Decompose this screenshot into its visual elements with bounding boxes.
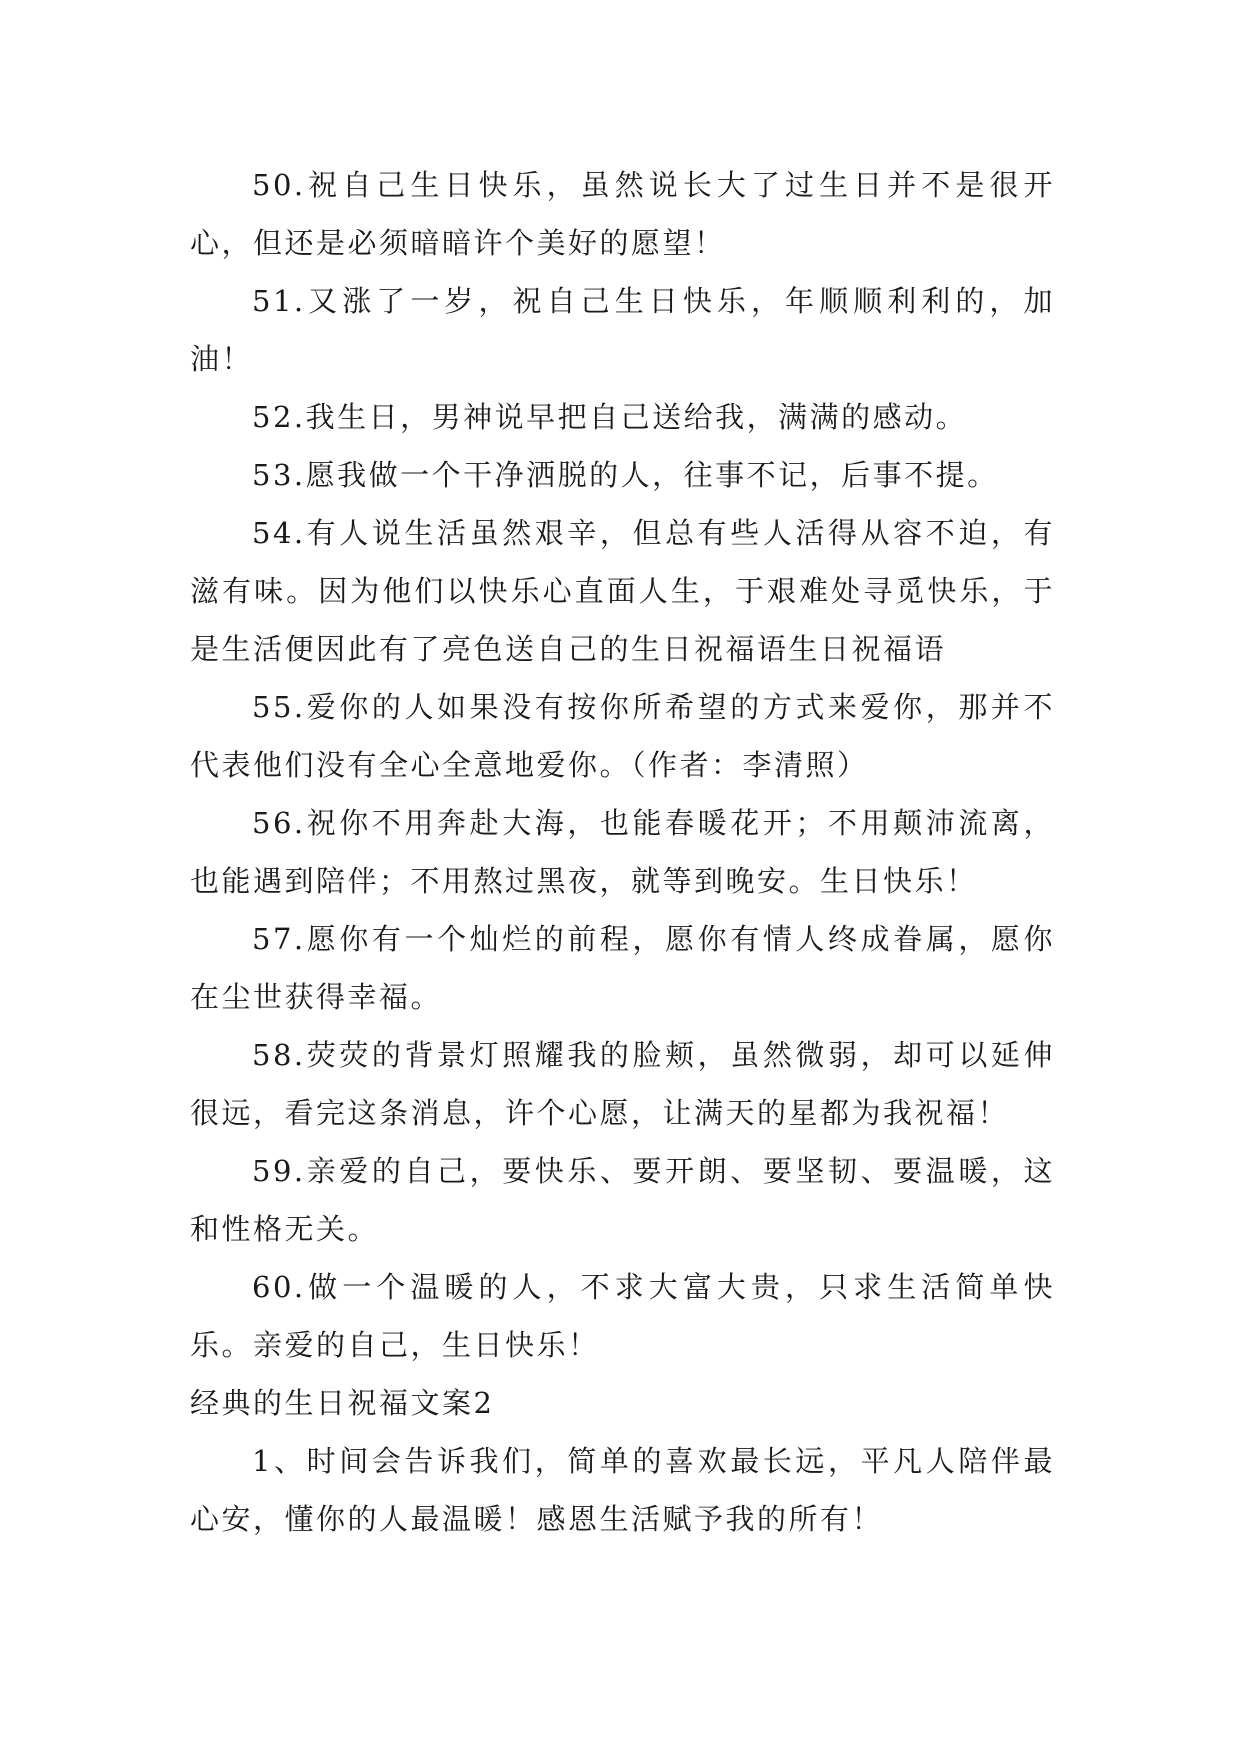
section-heading: 经典的生日祝福文案2 [190, 1386, 495, 1420]
paragraph-52: 52.我生日，男神说早把自己送给我，满满的感动。 [252, 400, 968, 434]
paragraph-51: 51.又涨了一岁，祝自己生日快乐，年顺顺利利的，加油！ [190, 284, 1055, 376]
paragraph-1: 1、时间会告诉我们，简单的喜欢最长远，平凡人陪伴最心安，懂你的人最温暖！感恩生活赋予我的所有！ [190, 1444, 1055, 1536]
paragraph-55: 55.爱你的人如果没有按你所希望的方式来爱你，那并不代表他们没有全心全意地爱你。（作者：李清照） [190, 690, 1055, 782]
document-body [190, 156, 1055, 1548]
paragraph-57: 57.愿你有一个灿烂的前程，愿你有情人终成眷属，愿你在尘世获得幸福。 [190, 922, 1055, 1014]
paragraph-50: 50.祝自己生日快乐，虽然说长大了过生日并不是很开心，但还是必须暗暗许个美好的愿望！ [190, 168, 1055, 260]
paragraph-59: 59.亲爱的自己，要快乐、要开朗、要坚韧、要温暖，这和性格无关。 [190, 1154, 1055, 1246]
paragraph-58: 58.荧荧的背景灯照耀我的脸颊，虽然微弱，却可以延伸很远，看完这条消息，许个心愿，让满天的星都为我祝福！ [190, 1038, 1055, 1130]
paragraph-56: 56.祝你不用奔赴大海，也能春暖花开；不用颠沛流离，也能遇到陪伴；不用熬过黑夜，就等到晚安。生日快乐！ [190, 806, 1055, 898]
paragraph-54: 54.有人说生活虽然艰辛，但总有些人活得从容不迫，有滋有味。因为他们以快乐心直面人生，于艰难处寻觅快乐，于是生活便因此有了亮色送自己的生日祝福语生日祝福语 [190, 516, 1055, 666]
paragraph-60: 60.做一个温暖的人，不求大富大贵，只求生活简单快乐。亲爱的自己，生日快乐！ [190, 1270, 1055, 1362]
paragraph-53: 53.愿我做一个干净洒脱的人，往事不记，后事不提。 [252, 458, 999, 492]
